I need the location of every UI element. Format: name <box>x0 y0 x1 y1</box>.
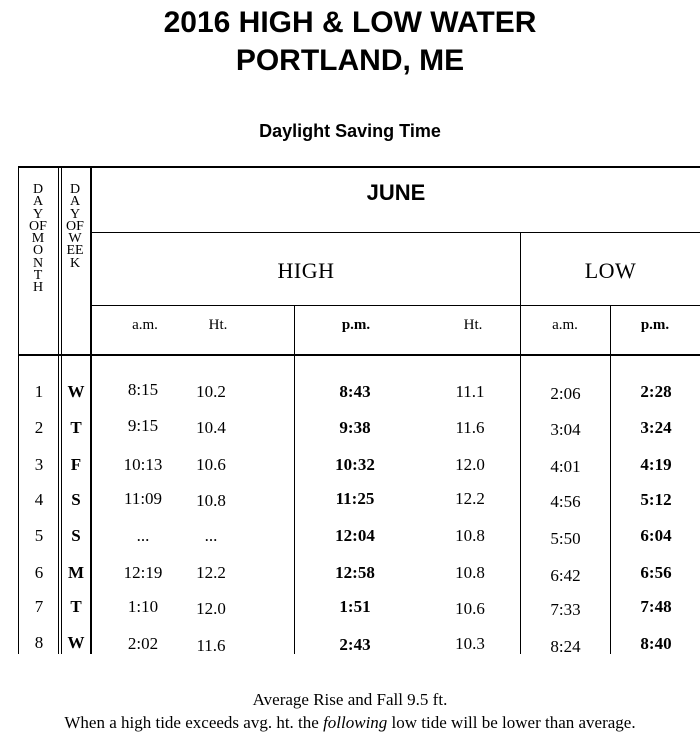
low-am-header: a.m. <box>552 317 578 333</box>
high-am-cell: 8:15 <box>127 380 159 399</box>
dow-cell: W <box>67 382 85 401</box>
high-pm-ht-cell: 12.2 <box>455 489 485 508</box>
day-cell: 7 <box>34 597 44 616</box>
high-am-ht-cell: ... <box>204 526 218 545</box>
page-title-line-1: 2016 HIGH & LOW WATER <box>163 6 537 39</box>
dow-cell: T <box>70 418 82 437</box>
low-pm-header: p.m. <box>640 317 670 333</box>
dow-cell: M <box>67 563 85 582</box>
low-header: LOW <box>584 258 637 283</box>
table-top-border <box>18 166 700 168</box>
low-am-pm-divider <box>610 305 611 654</box>
high-pm-cell: 9:38 <box>339 418 371 437</box>
footer-note-following <box>0 713 700 733</box>
dow-cell: F <box>70 455 82 474</box>
high-am-cell: 12:19 <box>123 563 163 582</box>
month-divider <box>92 232 700 233</box>
low-am-cell: 3:04 <box>550 420 581 439</box>
high-pm-ht-cell: 10.3 <box>455 634 485 653</box>
high-am-cell: 2:02 <box>127 634 159 653</box>
day-cell: 3 <box>34 455 44 474</box>
low-pm-cell: 6:04 <box>640 526 672 545</box>
low-am-cell: 2:06 <box>550 384 581 403</box>
day-divider-a <box>58 166 59 654</box>
day-cell: 2 <box>34 418 44 437</box>
high-pm-cell: 10:32 <box>335 455 375 474</box>
high-pm-cell: 8:43 <box>339 382 371 401</box>
footer-note-average: Average Rise and Fall 9.5 ft. <box>252 690 448 709</box>
high-header: HIGH <box>277 258 335 283</box>
low-pm-cell: 3:24 <box>640 418 672 437</box>
day-cell: 6 <box>34 563 44 582</box>
high-pm-cell: 11:25 <box>335 489 375 508</box>
day-of-week-header: DAYOFWEEK <box>66 182 84 271</box>
group-divider <box>92 305 700 306</box>
day-cell: 5 <box>34 526 44 545</box>
low-pm-cell: 6:56 <box>640 563 672 582</box>
high-am-ht-cell: 10.4 <box>196 418 226 437</box>
left-border <box>18 166 19 654</box>
low-am-cell: 4:01 <box>550 457 581 476</box>
high-am-cell: ... <box>136 526 150 545</box>
high-am-header: a.m. <box>132 317 158 333</box>
high-am-cell: 10:13 <box>123 455 163 474</box>
high-am-ht-cell: 10.2 <box>196 382 226 401</box>
low-am-cell: 5:50 <box>550 529 581 548</box>
footer-note-pre: When a high tide exceeds avg. ht. the <box>64 713 324 732</box>
low-pm-cell: 4:19 <box>640 455 672 474</box>
day-cell: 8 <box>34 633 44 652</box>
subtitle: Daylight Saving Time <box>259 121 441 141</box>
high-pm-cell: 12:58 <box>335 563 375 582</box>
footer-note-emphasis: following <box>323 713 388 732</box>
high-pm-ht-cell: 11.1 <box>455 382 485 401</box>
high-pm-cell: 12:04 <box>335 526 375 545</box>
low-pm-cell: 8:40 <box>640 634 672 653</box>
high-pm-cell: 1:51 <box>339 597 371 616</box>
high-pm-ht-cell: 10.8 <box>455 526 485 545</box>
high-pm-cell: 2:43 <box>339 635 371 654</box>
day-cell: 1 <box>34 382 44 401</box>
high-am-ht-cell: 10.6 <box>196 455 226 474</box>
high-am-ht-cell: 12.0 <box>196 599 226 618</box>
low-am-cell: 7:33 <box>550 600 581 619</box>
month-header: JUNE <box>366 180 426 205</box>
dow-cell: S <box>71 490 81 509</box>
low-pm-cell: 7:48 <box>640 597 672 616</box>
dow-cell: S <box>71 526 81 545</box>
high-pm-ht-cell: 10.8 <box>455 563 485 582</box>
low-am-cell: 8:24 <box>550 637 581 656</box>
dow-cell: T <box>70 597 82 616</box>
high-pm-ht-cell: 12.0 <box>455 455 485 474</box>
high-low-divider <box>520 232 521 654</box>
page-title-line-2: PORTLAND, ME <box>235 44 465 77</box>
header-bottom-border <box>18 354 700 356</box>
high-pm-ht-cell: 10.6 <box>455 599 485 618</box>
dow-cell: W <box>67 633 85 652</box>
day-of-month-header: DAYOFMONTH <box>29 182 47 296</box>
day-cell: 4 <box>34 490 44 509</box>
high-pm-ht-header: Ht. <box>463 317 483 333</box>
high-am-ht-cell: 10.8 <box>196 491 226 510</box>
am-pm-divider <box>294 305 295 654</box>
low-am-cell: 4:56 <box>550 492 581 511</box>
high-am-cell: 1:10 <box>127 597 159 616</box>
high-am-cell: 11:09 <box>123 489 163 508</box>
high-am-ht-cell: 11.6 <box>196 636 226 655</box>
high-pm-ht-cell: 11.6 <box>455 418 485 437</box>
low-pm-cell: 5:12 <box>640 490 672 509</box>
high-am-ht-header: Ht. <box>208 317 228 333</box>
high-am-cell: 9:15 <box>127 416 159 435</box>
low-am-cell: 6:42 <box>550 566 581 585</box>
high-pm-header: p.m. <box>341 317 371 333</box>
high-am-ht-cell: 12.2 <box>196 563 226 582</box>
low-pm-cell: 2:28 <box>640 382 672 401</box>
footer-note-post: low tide will be lower than average. <box>387 713 636 732</box>
dow-divider <box>90 166 92 654</box>
